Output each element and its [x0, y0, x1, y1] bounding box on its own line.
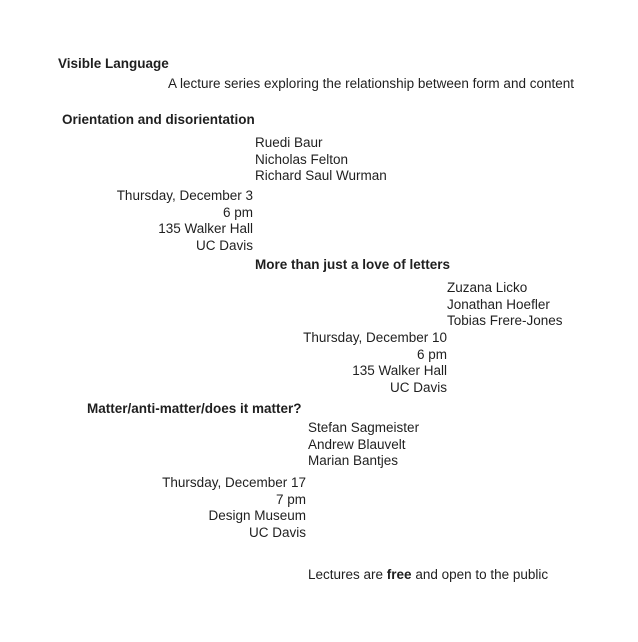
series-subtitle: A lecture series exploring the relationship between form and content	[168, 76, 574, 91]
lecture-date: Thursday, December 10	[303, 330, 447, 345]
lecture-2-title: More than just a love of letters	[255, 257, 451, 272]
footer-note	[308, 567, 548, 584]
lecture-venue: 135 Walker Hall	[158, 221, 253, 236]
speaker-name: Ruedi Baur	[255, 135, 323, 150]
speaker-name: Nicholas Felton	[255, 151, 349, 167]
speaker-name: Richard Saul Wurman	[255, 168, 387, 183]
lecture-3-details	[162, 475, 306, 541]
lecture-campus: UC Davis	[195, 237, 253, 253]
lecture-3-title: Matter/anti-matter/does it matter?	[87, 401, 302, 416]
speaker-name: Zuzana Licko	[447, 280, 528, 295]
speaker-name: Andrew Blauvelt	[308, 436, 406, 452]
lecture-venue: 135 Walker Hall	[352, 363, 447, 378]
lecture-3-speakers	[308, 420, 419, 470]
lecture-time: 6 pm	[416, 346, 447, 362]
lecture-date: Thursday, December 3	[116, 188, 253, 203]
lecture-2-speakers	[447, 280, 563, 330]
lecture-venue: Design Museum	[208, 508, 306, 523]
lecture-time: 6 pm	[222, 204, 253, 220]
lecture-1-details	[117, 188, 253, 254]
speaker-name: Tobias Frere-Jones	[447, 313, 563, 328]
footer-text-suffix: and open to the public	[411, 567, 549, 582]
lecture-campus: UC Davis	[248, 524, 306, 540]
footer-text-highlight: free	[386, 567, 412, 582]
lecture-1-speakers	[255, 135, 387, 185]
speaker-name: Jonathan Hoefler	[447, 296, 550, 312]
lecture-date: Thursday, December 17	[162, 475, 306, 490]
lecture-1-title: Orientation and disorientation	[62, 112, 255, 127]
footer-text-prefix: Lectures are	[308, 567, 387, 582]
lecture-campus: UC Davis	[389, 379, 447, 395]
speaker-name: Stefan Sagmeister	[308, 420, 420, 435]
series-title: Visible Language	[58, 56, 169, 71]
lecture-2-details	[303, 330, 447, 396]
speaker-name: Marian Bantjes	[308, 453, 399, 468]
lecture-time: 7 pm	[275, 491, 306, 507]
